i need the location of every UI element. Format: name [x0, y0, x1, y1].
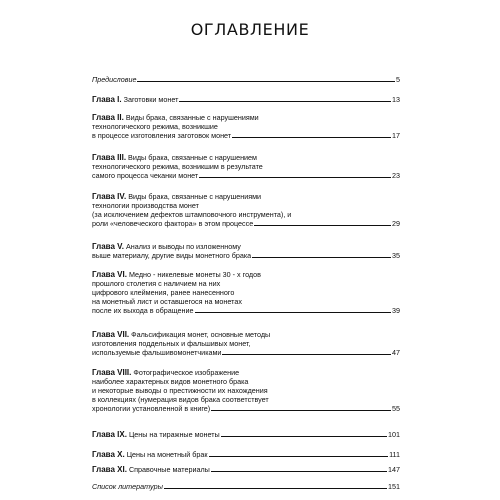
toc-entry-text — [92, 297, 242, 306]
leader-line — [164, 488, 387, 489]
chapter-title: в процессе изготовления заготовок монет — [92, 131, 232, 140]
chapter-title: после их выхода в обращение — [92, 306, 194, 315]
toc-entry-text — [92, 192, 261, 201]
leader-line — [195, 312, 391, 313]
toc-entry-line — [92, 122, 400, 131]
toc-entry[interactable] — [92, 465, 400, 474]
toc-entry-line — [92, 297, 400, 306]
toc-entry[interactable] — [92, 270, 400, 315]
toc-entry-text — [92, 162, 263, 171]
toc-entry-text — [92, 113, 259, 122]
toc-entry[interactable] — [92, 242, 400, 260]
chapter-title: технологического режима, возникшим в результате — [92, 162, 263, 171]
toc-entry-text — [92, 288, 234, 297]
chapter-title: Виды брака, связанные с нарушением — [128, 153, 257, 162]
toc-entry-line — [92, 395, 400, 404]
toc-entry-text — [92, 279, 220, 288]
page-number: 13 — [392, 95, 400, 104]
chapter-number: Глава VI. — [92, 270, 127, 279]
chapter-number: Глава IX. — [92, 430, 127, 439]
toc-entry[interactable] — [92, 450, 400, 459]
chapter-title: технологического режима, возникшие — [92, 122, 218, 131]
toc-entry-line — [92, 348, 400, 357]
toc-entry-text — [92, 95, 178, 104]
toc-entry-line — [92, 210, 400, 219]
toc-entry[interactable] — [92, 368, 400, 413]
page-number: 39 — [392, 306, 400, 315]
toc-entry-text — [92, 377, 248, 386]
toc-entry-text — [92, 171, 198, 180]
toc-entry-line — [92, 201, 400, 210]
toc-entry[interactable] — [92, 75, 400, 84]
page-number: 35 — [392, 251, 400, 260]
toc-entry-line — [92, 153, 400, 162]
toc-entry-line — [92, 450, 400, 459]
chapter-title: прошлого столетия с наличием на них — [92, 279, 221, 288]
leader-line — [199, 177, 391, 178]
chapter-title: выше материалу, другие виды монетного брака — [92, 251, 252, 260]
chapter-title: Фальсификация монет, основные методы — [131, 330, 271, 339]
chapter-number: Глава II. — [92, 113, 124, 122]
leader-line — [137, 81, 395, 82]
toc-entry[interactable] — [92, 430, 400, 439]
chapter-title: Список литературы — [92, 482, 163, 491]
chapter-number: Глава I. — [92, 95, 122, 104]
toc-entry-text — [92, 306, 194, 315]
toc-entry-line — [92, 465, 400, 474]
chapter-title: изготовления поддельных и фальшивых монет, — [92, 339, 251, 348]
toc-entry-text — [92, 368, 239, 377]
toc-entry-text — [92, 210, 291, 219]
chapter-title: Справочные материалы — [128, 465, 210, 474]
toc-entry-line — [92, 330, 400, 339]
toc-entry-line — [92, 339, 400, 348]
chapter-title: наиболее характерных видов монетного брака — [92, 377, 249, 386]
page-number: 55 — [392, 404, 400, 413]
chapter-number: Глава III. — [92, 153, 127, 162]
toc-entry-text — [92, 131, 231, 140]
toc-entry-line — [92, 242, 400, 251]
page-number: 101 — [388, 430, 400, 439]
toc-entry-text — [92, 242, 241, 251]
chapter-number: Глава VIII. — [92, 368, 132, 377]
toc-entry-line — [92, 219, 400, 228]
toc-entry-text — [92, 330, 270, 339]
toc-entry-line — [92, 270, 400, 279]
toc-entry-line — [92, 288, 400, 297]
chapter-title: цифрового клеймения, ранее нанесенного — [92, 288, 235, 297]
toc-entry-line — [92, 306, 400, 315]
toc-entry-text — [92, 430, 220, 439]
chapter-title: Фотографическое изображение — [133, 368, 240, 377]
chapter-title: (за исключением дефектов штамповочного инструмента), и — [92, 210, 292, 219]
toc-entry-text — [92, 465, 210, 474]
toc-entry[interactable] — [92, 153, 400, 180]
toc-entry-line — [92, 251, 400, 260]
toc-entry-text — [92, 404, 210, 413]
toc-entry-text — [92, 395, 269, 404]
toc-entry-text — [92, 348, 221, 357]
chapter-title: Виды брака, связанные с нарушениями — [128, 192, 262, 201]
page-number: 23 — [392, 171, 400, 180]
toc-entry[interactable] — [92, 192, 400, 228]
toc-entry-line — [92, 162, 400, 171]
toc-entry-line — [92, 377, 400, 386]
chapter-number: Глава XI. — [92, 465, 127, 474]
toc-entry-line — [92, 386, 400, 395]
chapter-number: Глава VII. — [92, 330, 130, 339]
chapter-number: Глава V. — [92, 242, 124, 251]
leader-line — [221, 436, 387, 437]
chapter-title: Виды брака, связанные с нарушениями — [125, 113, 259, 122]
page-number: 147 — [388, 465, 400, 474]
toc-entry[interactable] — [92, 482, 400, 491]
toc-entry-line — [92, 113, 400, 122]
chapter-title: роли «человеческого фактора» в этом процессе — [92, 219, 254, 228]
toc-entry-line — [92, 482, 400, 491]
toc-entry-text — [92, 270, 261, 279]
toc-entry-line — [92, 368, 400, 377]
toc-entry-text — [92, 450, 208, 459]
toc-entry-line — [92, 404, 400, 413]
toc-entry-text — [92, 219, 253, 228]
leader-line — [211, 471, 387, 472]
page-number: 47 — [392, 348, 400, 357]
leader-line — [252, 257, 391, 258]
toc-entry-line — [92, 171, 400, 180]
toc-entry-text — [92, 482, 163, 491]
chapter-title: технологии производства монет — [92, 201, 199, 210]
page-title: ОГЛАВЛЕНИЕ — [190, 20, 310, 39]
chapter-title: Предисловие — [92, 75, 137, 84]
chapter-title: Заготовки монет — [123, 95, 179, 104]
toc-entry-line — [92, 192, 400, 201]
page-number: 151 — [388, 482, 400, 491]
toc-entry-line — [92, 279, 400, 288]
chapter-title: Цены на монетный брак — [126, 450, 208, 459]
chapter-title: Медно - никелевые монеты 30 - х годов — [128, 270, 261, 279]
leader-line — [211, 410, 391, 411]
toc-entry[interactable] — [92, 330, 400, 357]
leader-line — [222, 354, 391, 355]
page-number: 17 — [392, 131, 400, 140]
chapter-title: используемые фальшивомонетчиками — [92, 348, 222, 357]
toc-entry-line — [92, 430, 400, 439]
toc-entry-text — [92, 75, 136, 84]
chapter-title: Цены на тиражные монеты — [128, 430, 220, 439]
chapter-number: Глава X. — [92, 450, 125, 459]
toc-entry[interactable] — [92, 113, 400, 140]
page-number: 5 — [396, 75, 400, 84]
toc-entry-line — [92, 75, 400, 84]
toc-entry-text — [92, 153, 257, 162]
leader-line — [209, 456, 389, 457]
chapter-title: в коллекциях (нумерация видов брака соответствует — [92, 395, 269, 404]
leader-line — [254, 225, 391, 226]
leader-line — [232, 137, 391, 138]
toc-entry[interactable] — [92, 95, 400, 104]
chapter-number: Глава IV. — [92, 192, 127, 201]
toc-entry-text — [92, 251, 251, 260]
leader-line — [179, 101, 391, 102]
toc-entry-text — [92, 339, 250, 348]
toc-entry-text — [92, 122, 218, 131]
chapter-title: хронологии установленной в книге) — [92, 404, 211, 413]
toc-entry-line — [92, 95, 400, 104]
toc-entry-text — [92, 386, 268, 395]
toc-entry-line — [92, 131, 400, 140]
chapter-title: Анализ и выводы по изложенному — [125, 242, 241, 251]
toc-entry-text — [92, 201, 199, 210]
page-number: 29 — [392, 219, 400, 228]
page-number: 111 — [389, 450, 400, 459]
chapter-title: на монетный лист и оставшегося на монетах — [92, 297, 242, 306]
chapter-title: и некоторые выводы о престижности их нахождения — [92, 386, 268, 395]
chapter-title: самого процесса чеканки монет — [92, 171, 199, 180]
